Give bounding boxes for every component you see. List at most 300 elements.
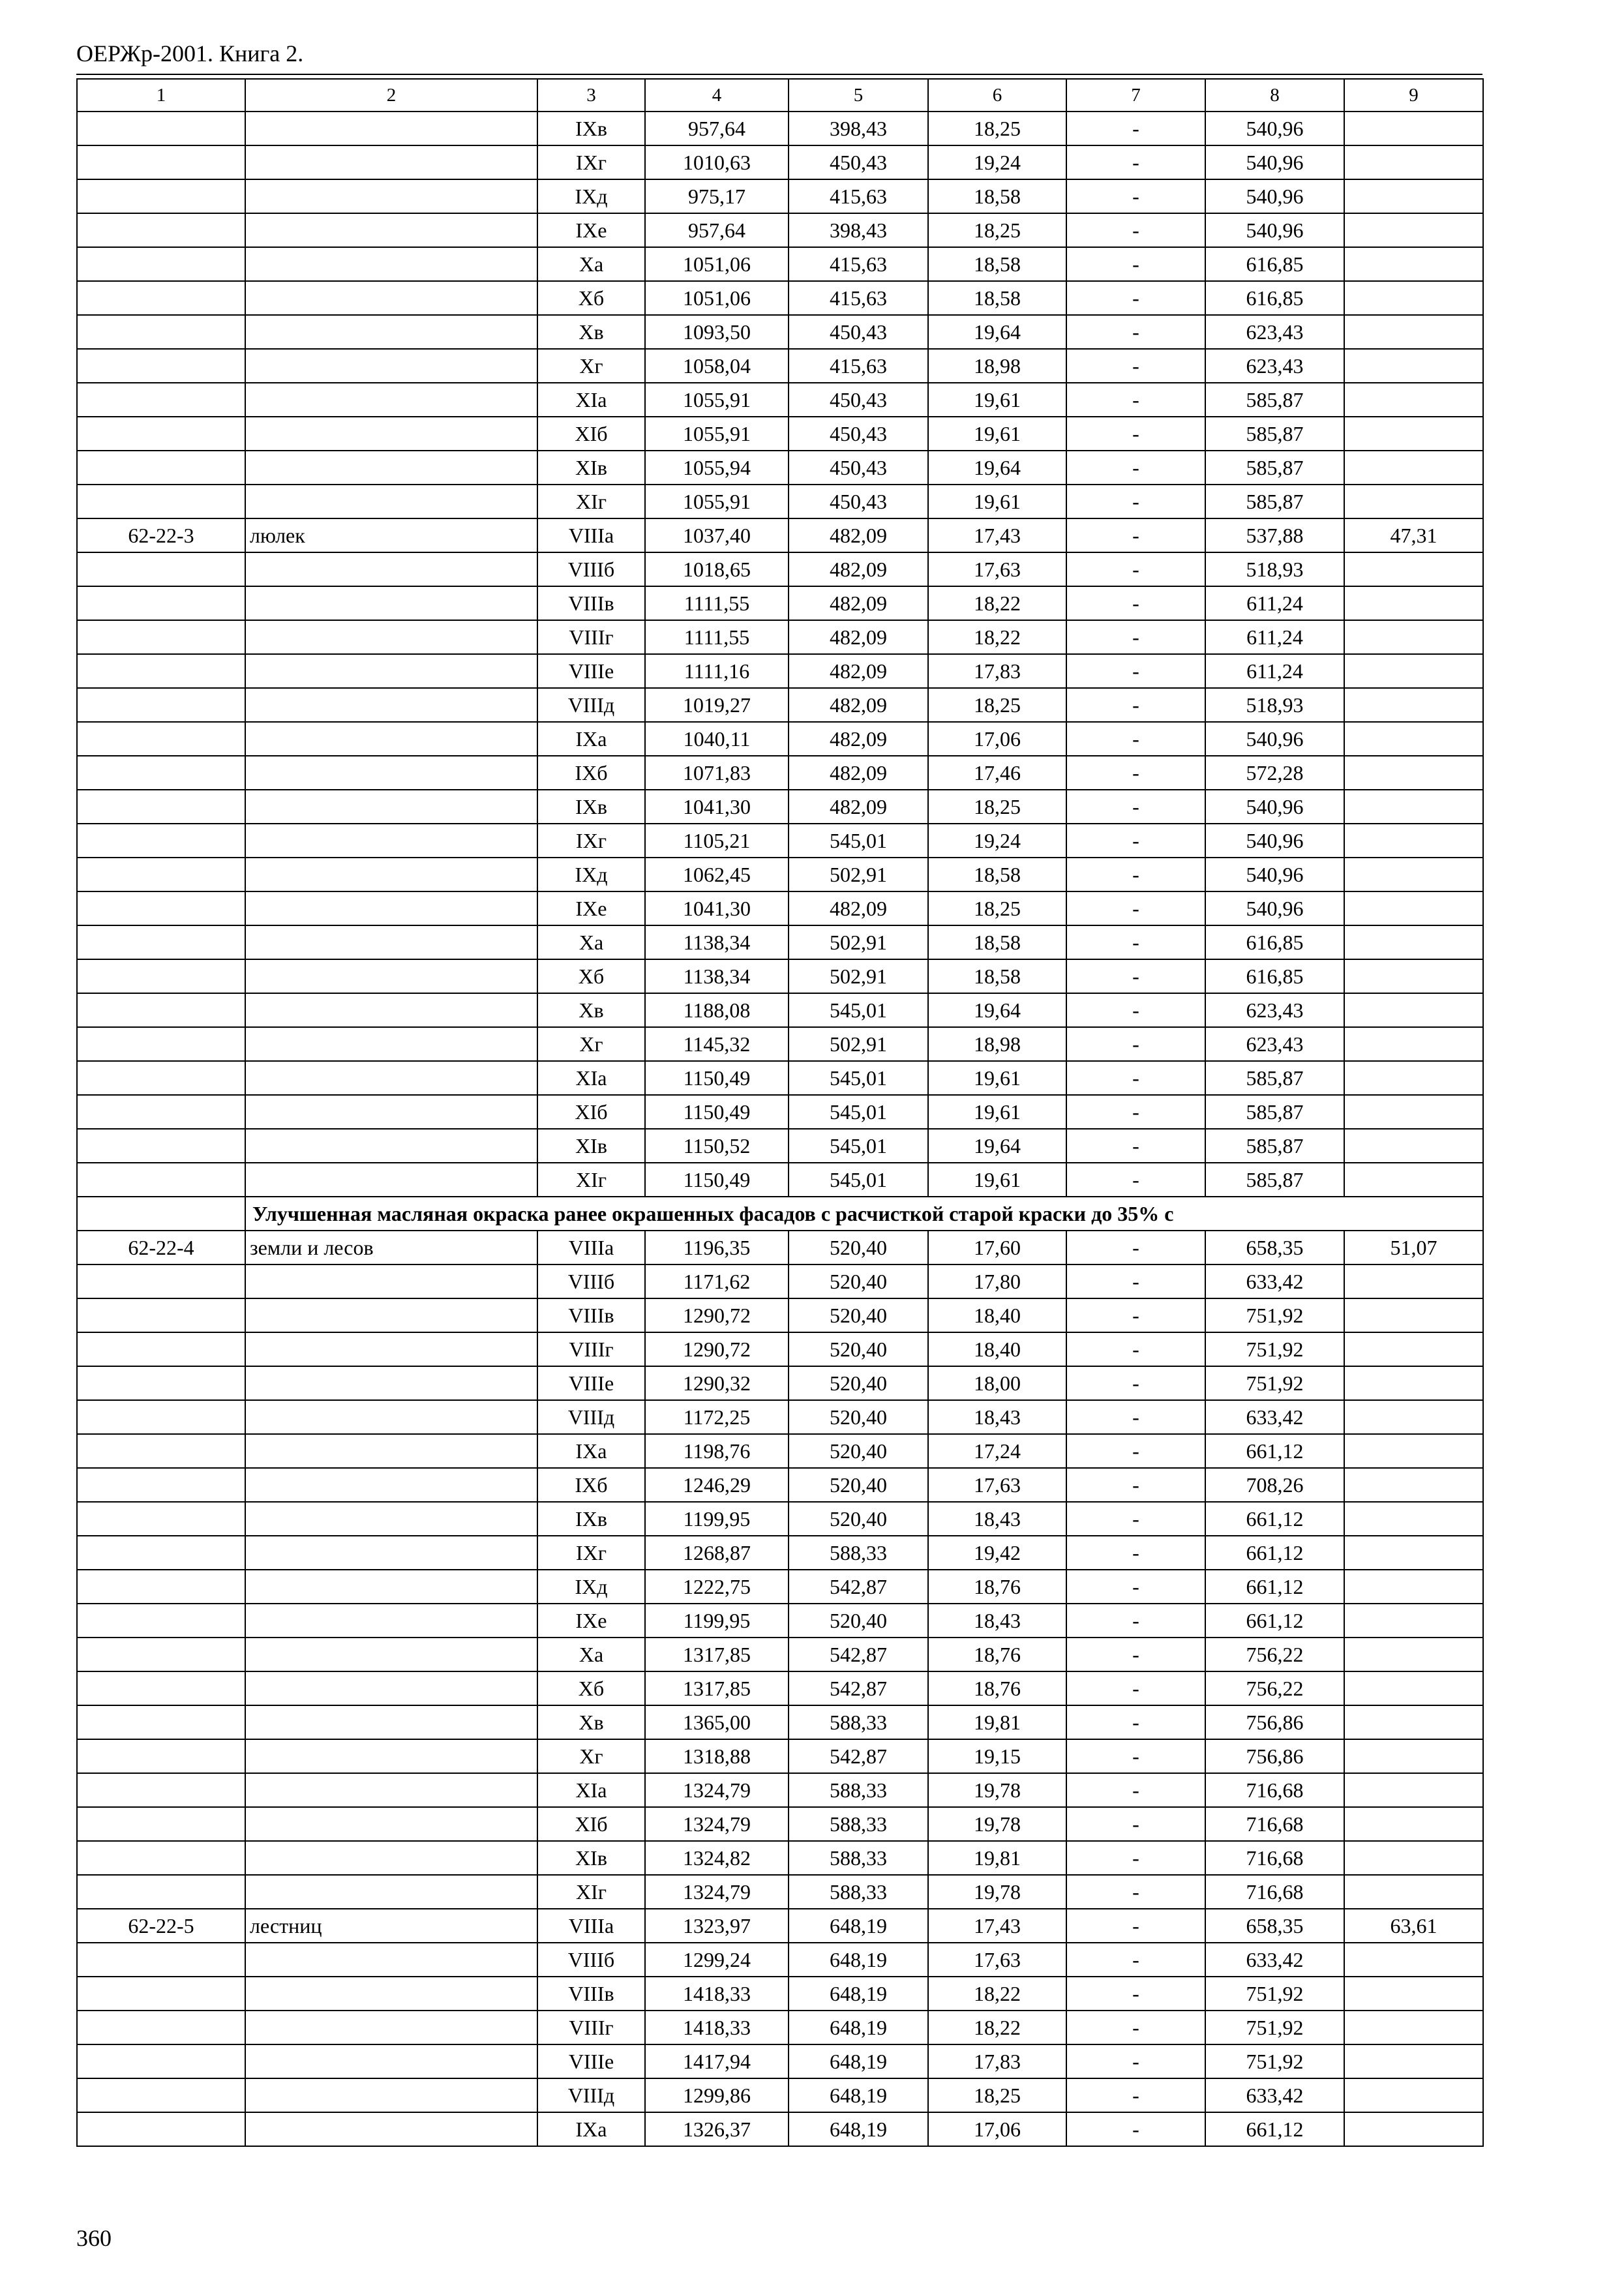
machine-cost-cell: 17,83 [928,2044,1066,2078]
rate-code-cell [77,756,245,790]
machine-cost-cell: 19,64 [928,1129,1066,1163]
machine-cost-cell: 18,22 [928,620,1066,654]
labor-cost-cell: 502,91 [789,1027,928,1061]
driver-wage-cell: - [1066,213,1205,247]
work-name-cell [245,1332,537,1366]
labor-hours-cell [1344,315,1483,349]
zone-cell: Xа [537,925,645,959]
machine-cost-cell: 19,42 [928,1536,1066,1570]
zone-cell: IXа [537,1434,645,1468]
table-row [77,552,1483,586]
work-name-cell [245,891,537,925]
materials-cost-cell: 540,96 [1205,790,1344,824]
driver-wage-cell: - [1066,1638,1205,1671]
work-name-cell [245,179,537,213]
work-name-cell [245,2078,537,2112]
machine-cost-cell: 18,25 [928,2078,1066,2112]
labor-hours-cell [1344,179,1483,213]
labor-hours-cell [1344,1163,1483,1197]
driver-wage-cell: - [1066,891,1205,925]
table-row [77,179,1483,213]
labor-hours-cell [1344,993,1483,1027]
driver-wage-cell: - [1066,1366,1205,1400]
zone-cell: VIIIд [537,2078,645,2112]
total-cost-cell: 1199,95 [645,1502,789,1536]
driver-wage-cell: - [1066,654,1205,688]
materials-cost-cell: 611,24 [1205,586,1344,620]
table-row [77,620,1483,654]
labor-hours-cell [1344,2078,1483,2112]
driver-wage-cell: - [1066,1943,1205,1977]
labor-cost-cell: 520,40 [789,1231,928,1264]
machine-cost-cell: 19,64 [928,451,1066,485]
total-cost-cell: 1150,49 [645,1163,789,1197]
zone-cell: VIIIе [537,1366,645,1400]
labor-hours-cell [1344,1807,1483,1841]
materials-cost-cell: 661,12 [1205,1536,1344,1570]
zone-cell: VIIIе [537,654,645,688]
zone-cell: VIIIв [537,1298,645,1332]
driver-wage-cell: - [1066,1163,1205,1197]
table-row [77,1129,1483,1163]
materials-cost-cell: 633,42 [1205,1943,1344,1977]
materials-cost-cell: 585,87 [1205,451,1344,485]
labor-hours-cell [1344,1027,1483,1061]
total-cost-cell: 1290,32 [645,1366,789,1400]
rate-code-cell [77,654,245,688]
total-cost-cell: 975,17 [645,179,789,213]
machine-cost-cell: 18,58 [928,858,1066,891]
materials-cost-cell: 537,88 [1205,518,1344,552]
table-row [77,383,1483,417]
total-cost-cell: 1188,08 [645,993,789,1027]
work-name-cell [245,1705,537,1739]
rate-code-cell: 62-22-4 [77,1231,245,1264]
rate-code-cell [77,1027,245,1061]
driver-wage-cell: - [1066,1705,1205,1739]
table-row [77,1536,1483,1570]
work-name-cell [245,1095,537,1129]
zone-cell: IXв [537,1502,645,1536]
labor-hours-cell [1344,1977,1483,2011]
section-blank-cell [77,1197,245,1231]
labor-hours-cell [1344,722,1483,756]
table-row [77,1468,1483,1502]
rate-code-cell [77,1434,245,1468]
materials-cost-cell: 658,35 [1205,1231,1344,1264]
labor-hours-cell [1344,959,1483,993]
table-row [77,1095,1483,1129]
table-row [77,315,1483,349]
machine-cost-cell: 19,61 [928,417,1066,451]
labor-hours-cell [1344,1095,1483,1129]
labor-hours-cell [1344,620,1483,654]
labor-hours-cell: 47,31 [1344,518,1483,552]
driver-wage-cell: - [1066,586,1205,620]
work-name-cell [245,1129,537,1163]
materials-cost-cell: 756,22 [1205,1638,1344,1671]
table-row [77,1400,1483,1434]
total-cost-cell: 1268,87 [645,1536,789,1570]
column-header: 2 [245,79,537,112]
labor-cost-cell: 482,09 [789,756,928,790]
table-row [77,349,1483,383]
total-cost-cell: 1198,76 [645,1434,789,1468]
total-cost-cell: 1172,25 [645,1400,789,1434]
machine-cost-cell: 19,61 [928,485,1066,518]
labor-hours-cell [1344,1366,1483,1400]
materials-cost-cell: 623,43 [1205,993,1344,1027]
rate-code-cell [77,1705,245,1739]
labor-cost-cell: 502,91 [789,959,928,993]
total-cost-cell: 1365,00 [645,1705,789,1739]
driver-wage-cell: - [1066,451,1205,485]
labor-cost-cell: 482,09 [789,891,928,925]
materials-cost-cell: 540,96 [1205,824,1344,858]
labor-hours-cell [1344,1739,1483,1773]
table-row [77,1943,1483,1977]
driver-wage-cell: - [1066,858,1205,891]
rate-code-cell [77,722,245,756]
labor-hours-cell [1344,1298,1483,1332]
materials-cost-cell: 518,93 [1205,688,1344,722]
zone-cell: IXв [537,790,645,824]
machine-cost-cell: 18,25 [928,213,1066,247]
labor-hours-cell [1344,1604,1483,1638]
labor-cost-cell: 482,09 [789,552,928,586]
work-name-cell [245,1400,537,1434]
machine-cost-cell: 18,43 [928,1502,1066,1536]
work-name-cell [245,858,537,891]
machine-cost-cell: 19,15 [928,1739,1066,1773]
driver-wage-cell: - [1066,1739,1205,1773]
work-name-cell [245,1638,537,1671]
labor-cost-cell: 542,87 [789,1739,928,1773]
materials-cost-cell: 585,87 [1205,1129,1344,1163]
materials-cost-cell: 611,24 [1205,654,1344,688]
materials-cost-cell: 616,85 [1205,247,1344,281]
zone-cell: IXд [537,179,645,213]
work-name-cell: лестниц [245,1909,537,1943]
table-row [77,1264,1483,1298]
zone-cell: Xб [537,959,645,993]
driver-wage-cell: - [1066,179,1205,213]
materials-cost-cell: 633,42 [1205,1400,1344,1434]
total-cost-cell: 1041,30 [645,891,789,925]
labor-cost-cell: 545,01 [789,824,928,858]
labor-cost-cell: 542,87 [789,1638,928,1671]
work-name-cell: земли и лесов [245,1231,537,1264]
labor-hours-cell [1344,1773,1483,1807]
labor-cost-cell: 545,01 [789,993,928,1027]
zone-cell: XIв [537,1841,645,1875]
labor-cost-cell: 450,43 [789,451,928,485]
zone-cell: VIIIд [537,688,645,722]
driver-wage-cell: - [1066,1095,1205,1129]
table-row [77,1671,1483,1705]
work-name-cell [245,959,537,993]
table-row [77,993,1483,1027]
work-name-cell [245,1671,537,1705]
machine-cost-cell: 18,98 [928,1027,1066,1061]
rate-code-cell [77,552,245,586]
machine-cost-cell: 19,61 [928,1095,1066,1129]
zone-cell: Xг [537,1739,645,1773]
column-header: 6 [928,79,1066,112]
table-row [77,281,1483,315]
materials-cost-cell: 572,28 [1205,756,1344,790]
machine-cost-cell: 18,58 [928,247,1066,281]
total-cost-cell: 1019,27 [645,688,789,722]
driver-wage-cell: - [1066,722,1205,756]
work-name-cell [245,1434,537,1468]
machine-cost-cell: 18,25 [928,688,1066,722]
zone-cell: VIIIв [537,586,645,620]
work-name-cell [245,383,537,417]
labor-cost-cell: 648,19 [789,2011,928,2044]
rate-code-cell [77,1807,245,1841]
labor-hours-cell [1344,112,1483,145]
total-cost-cell: 1222,75 [645,1570,789,1604]
driver-wage-cell: - [1066,1875,1205,1909]
total-cost-cell: 1417,94 [645,2044,789,2078]
total-cost-cell: 1138,34 [645,959,789,993]
rate-code-cell [77,1095,245,1129]
work-name-cell [245,315,537,349]
rate-code-cell [77,1400,245,1434]
labor-hours-cell [1344,1536,1483,1570]
rate-code-cell [77,112,245,145]
labor-cost-cell: 520,40 [789,1332,928,1366]
driver-wage-cell: - [1066,417,1205,451]
work-name-cell [245,1298,537,1332]
total-cost-cell: 1055,91 [645,383,789,417]
zone-cell: VIIIа [537,1909,645,1943]
machine-cost-cell: 19,64 [928,993,1066,1027]
total-cost-cell: 1150,49 [645,1095,789,1129]
labor-cost-cell: 450,43 [789,145,928,179]
table-row [77,417,1483,451]
materials-cost-cell: 585,87 [1205,417,1344,451]
rate-code-cell [77,1332,245,1366]
materials-cost-cell: 716,68 [1205,1875,1344,1909]
driver-wage-cell: - [1066,993,1205,1027]
total-cost-cell: 1317,85 [645,1671,789,1705]
rate-code-cell [77,383,245,417]
driver-wage-cell: - [1066,1231,1205,1264]
table-row [77,485,1483,518]
rate-code-cell [77,1570,245,1604]
labor-cost-cell: 520,40 [789,1604,928,1638]
labor-cost-cell: 588,33 [789,1875,928,1909]
total-cost-cell: 1093,50 [645,315,789,349]
labor-cost-cell: 648,19 [789,1977,928,2011]
machine-cost-cell: 18,58 [928,959,1066,993]
machine-cost-cell: 19,61 [928,1163,1066,1197]
rate-code-cell [77,1604,245,1638]
work-name-cell [245,688,537,722]
machine-cost-cell: 18,98 [928,349,1066,383]
rate-code-cell [77,1875,245,1909]
work-name-cell [245,1943,537,1977]
work-name-cell [245,1366,537,1400]
labor-hours-cell: 63,61 [1344,1909,1483,1943]
driver-wage-cell: - [1066,1671,1205,1705]
machine-cost-cell: 19,61 [928,383,1066,417]
total-cost-cell: 1037,40 [645,518,789,552]
driver-wage-cell: - [1066,756,1205,790]
driver-wage-cell: - [1066,1468,1205,1502]
page-number: 360 [76,2225,112,2251]
zone-cell: VIIIб [537,1943,645,1977]
machine-cost-cell: 19,81 [928,1705,1066,1739]
header-rule [76,74,1482,75]
rate-code-cell [77,586,245,620]
materials-cost-cell: 633,42 [1205,2078,1344,2112]
work-name-cell [245,620,537,654]
labor-cost-cell: 542,87 [789,1671,928,1705]
rate-code-cell [77,1638,245,1671]
driver-wage-cell: - [1066,1027,1205,1061]
driver-wage-cell: - [1066,959,1205,993]
labor-hours-cell [1344,1570,1483,1604]
work-name-cell [245,1841,537,1875]
materials-cost-cell: 633,42 [1205,1264,1344,1298]
labor-cost-cell: 588,33 [789,1841,928,1875]
total-cost-cell: 1055,91 [645,417,789,451]
table-row [77,2078,1483,2112]
table-row [77,112,1483,145]
labor-hours-cell [1344,654,1483,688]
rate-code-cell [77,2011,245,2044]
materials-cost-cell: 661,12 [1205,1434,1344,1468]
driver-wage-cell: - [1066,620,1205,654]
labor-cost-cell: 520,40 [789,1298,928,1332]
zone-cell: Xв [537,993,645,1027]
table-row [77,925,1483,959]
labor-hours-cell [1344,485,1483,518]
zone-cell: XIб [537,1095,645,1129]
labor-cost-cell: 450,43 [789,417,928,451]
total-cost-cell: 1317,85 [645,1638,789,1671]
labor-cost-cell: 415,63 [789,349,928,383]
materials-cost-cell: 708,26 [1205,1468,1344,1502]
labor-cost-cell: 542,87 [789,1570,928,1604]
zone-cell: Xв [537,1705,645,1739]
table-row [77,1977,1483,2011]
total-cost-cell: 1246,29 [645,1468,789,1502]
labor-hours-cell [1344,858,1483,891]
work-name-cell [245,247,537,281]
labor-hours-cell [1344,1434,1483,1468]
work-name-cell [245,451,537,485]
rate-code-cell [77,824,245,858]
zone-cell: IXг [537,824,645,858]
machine-cost-cell: 18,43 [928,1604,1066,1638]
table-row [77,1027,1483,1061]
zone-cell: XIа [537,1061,645,1095]
materials-cost-cell: 540,96 [1205,858,1344,891]
labor-cost-cell: 648,19 [789,2044,928,2078]
labor-cost-cell: 450,43 [789,485,928,518]
labor-cost-cell: 648,19 [789,2078,928,2112]
column-header: 3 [537,79,645,112]
work-name-cell [245,824,537,858]
labor-hours-cell [1344,790,1483,824]
labor-hours-cell [1344,281,1483,315]
total-cost-cell: 1018,65 [645,552,789,586]
total-cost-cell: 1040,11 [645,722,789,756]
labor-cost-cell: 482,09 [789,586,928,620]
work-name-cell [245,1773,537,1807]
materials-cost-cell: 661,12 [1205,1502,1344,1536]
work-name-cell [245,1163,537,1197]
labor-cost-cell: 545,01 [789,1061,928,1095]
rate-code-cell [77,417,245,451]
materials-cost-cell: 540,96 [1205,145,1344,179]
materials-cost-cell: 585,87 [1205,383,1344,417]
materials-cost-cell: 756,86 [1205,1705,1344,1739]
labor-hours-cell [1344,1400,1483,1434]
materials-cost-cell: 616,85 [1205,959,1344,993]
driver-wage-cell: - [1066,349,1205,383]
section-title: Улучшенная масляная окраска ранее окрашенных фасадов с расчисткой старой краски до 35% с [245,1197,1483,1231]
driver-wage-cell: - [1066,2112,1205,2146]
labor-cost-cell: 450,43 [789,383,928,417]
machine-cost-cell: 19,61 [928,1061,1066,1095]
zone-cell: IXа [537,2112,645,2146]
labor-hours-cell [1344,925,1483,959]
machine-cost-cell: 19,78 [928,1807,1066,1841]
table-row [77,1231,1483,1264]
zone-cell: Xг [537,1027,645,1061]
table-row [77,790,1483,824]
zone-cell: IXе [537,213,645,247]
rate-code-cell [77,1671,245,1705]
table-row [77,1773,1483,1807]
zone-cell: IXг [537,1536,645,1570]
work-name-cell [245,1264,537,1298]
materials-cost-cell: 518,93 [1205,552,1344,586]
zone-cell: Xа [537,247,645,281]
labor-hours-cell [1344,586,1483,620]
work-name-cell [245,1875,537,1909]
total-cost-cell: 1418,33 [645,1977,789,2011]
labor-cost-cell: 520,40 [789,1366,928,1400]
total-cost-cell: 1055,94 [645,451,789,485]
materials-cost-cell: 585,87 [1205,1095,1344,1129]
labor-hours-cell [1344,2044,1483,2078]
machine-cost-cell: 18,25 [928,790,1066,824]
work-name-cell [245,2011,537,2044]
driver-wage-cell: - [1066,383,1205,417]
machine-cost-cell: 18,40 [928,1332,1066,1366]
zone-cell: Xг [537,349,645,383]
rate-code-cell [77,2044,245,2078]
materials-cost-cell: 751,92 [1205,2011,1344,2044]
machine-cost-cell: 17,63 [928,1468,1066,1502]
total-cost-cell: 1105,21 [645,824,789,858]
driver-wage-cell: - [1066,1807,1205,1841]
labor-cost-cell: 502,91 [789,925,928,959]
labor-cost-cell: 415,63 [789,281,928,315]
total-cost-cell: 1324,79 [645,1773,789,1807]
rate-code-cell [77,2078,245,2112]
labor-cost-cell: 520,40 [789,1468,928,1502]
table-row [77,2044,1483,2078]
zone-cell: IXд [537,858,645,891]
materials-cost-cell: 616,85 [1205,281,1344,315]
